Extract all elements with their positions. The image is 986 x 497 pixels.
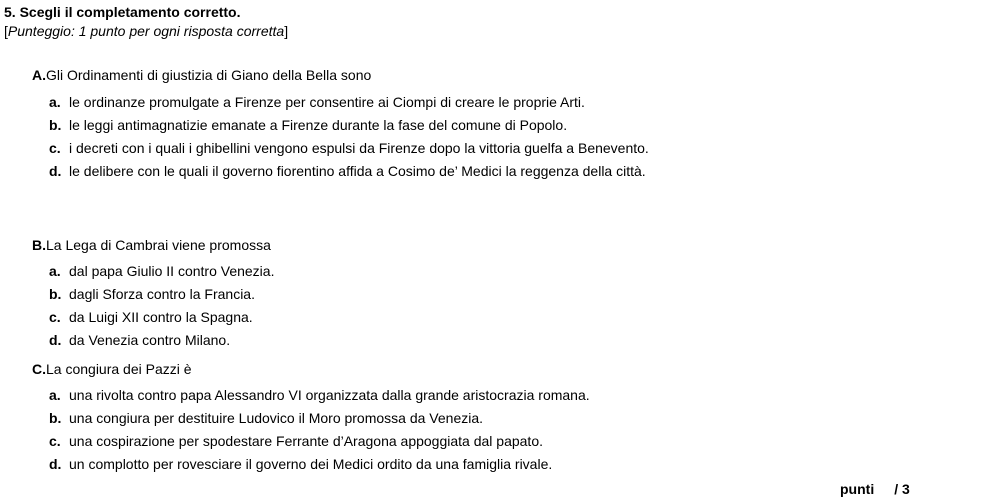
option-c-c[interactable]: c. una cospirazione per spodestare Ferrante d’Aragona appoggiata dal papato. bbox=[49, 433, 543, 449]
option-b-d[interactable]: d. da Venezia contro Milano. bbox=[49, 332, 231, 348]
points-total: / 3 bbox=[894, 481, 910, 497]
points-label: punti bbox=[840, 481, 875, 497]
option-a-c[interactable]: c. i decreti con i quali i ghibellini vengono espulsi da Firenze dopo la vittoria guelfa a Benevento. bbox=[49, 140, 649, 156]
question-b bbox=[32, 237, 271, 253]
option-b-b[interactable]: b. dagli Sforza contro la Francia. bbox=[49, 286, 255, 302]
option-b-c[interactable]: c. da Luigi XII contro la Spagna. bbox=[49, 309, 253, 325]
option-b-a[interactable]: a. dal papa Giulio II contro Venezia. bbox=[49, 263, 275, 279]
exercise-title: 5. Scegli il completamento corretto. bbox=[4, 4, 241, 20]
option-c-b[interactable]: b. una congiura per destituire Ludovico il Moro promossa da Venezia. bbox=[49, 410, 484, 426]
points-footer bbox=[840, 481, 910, 497]
question-stem: Gli Ordinamenti di giustizia di Giano della Bella sono bbox=[46, 67, 372, 83]
question-c bbox=[32, 361, 192, 377]
scoring-instructions: [Punteggio: 1 punto per ogni risposta corretta] bbox=[4, 23, 289, 39]
option-a-d[interactable]: d. le delibere con le quali il governo fiorentino affida a Cosimo de’ Medici la reggenza della città. bbox=[49, 163, 646, 179]
question-letter: B. bbox=[32, 237, 46, 253]
question-letter: C. bbox=[32, 361, 46, 377]
option-a-a[interactable]: a. le ordinanze promulgate a Firenze per consentire ai Ciompi di creare le proprie Arti. bbox=[49, 94, 585, 110]
question-stem: La congiura dei Pazzi è bbox=[46, 361, 192, 377]
option-a-b[interactable]: b. le leggi antimagnatizie emanate a Firenze durante la fase del comune di Popolo. bbox=[49, 117, 568, 133]
option-c-a[interactable]: a. una rivolta contro papa Alessandro VI organizzata dalla grande aristocrazia romana. bbox=[49, 387, 590, 403]
question-stem: La Lega di Cambrai viene promossa bbox=[46, 237, 271, 253]
question-letter: A. bbox=[32, 67, 46, 83]
question-a bbox=[32, 67, 371, 83]
option-c-d[interactable]: d. un complotto per rovesciare il governo dei Medici ordito da una famiglia rivale. bbox=[49, 456, 553, 472]
